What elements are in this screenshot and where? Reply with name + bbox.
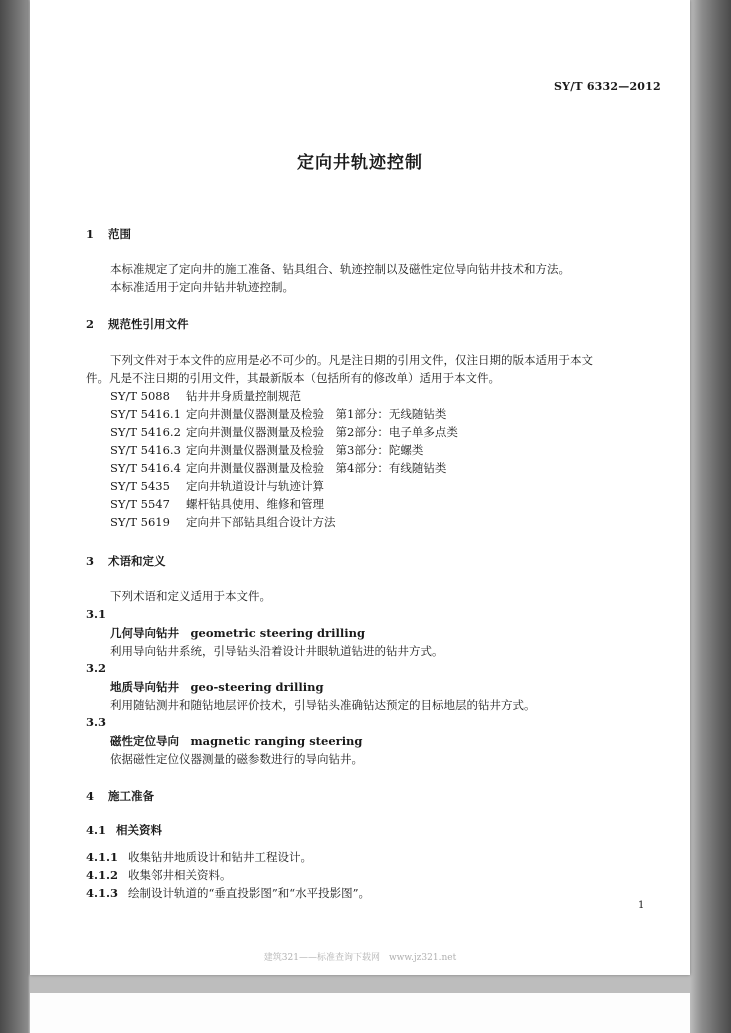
term-definition: 依据磁性定位仪器测量的磁参数进行的导向钻井。 (110, 752, 363, 766)
section-1-heading (86, 226, 131, 242)
reference-item (110, 514, 336, 530)
section-2-heading (86, 316, 189, 332)
document-title: 定向井轨迹控制 (297, 153, 423, 173)
document-page (30, 0, 690, 975)
section-title: 术语和定义 (108, 554, 166, 568)
term-number: 3.1 (86, 607, 107, 621)
clause-number: 4.1.3 (86, 886, 119, 900)
reference-title: 钻井井身质量控制规范 (186, 389, 301, 403)
term-number: 3.3 (86, 715, 107, 729)
clause-text: 收集钻井地质设计和钻井工程设计。 (128, 850, 312, 864)
clause-text: 绘制设计轨道的“垂直投影图”和“水平投影图”。 (128, 886, 371, 900)
reference-title: 定向井轨道设计与轨迹计算 (186, 479, 324, 493)
clause-number: 4.1.2 (86, 868, 119, 882)
section-title: 范围 (108, 227, 131, 241)
reference-code: SY/T 5416.3 (110, 443, 181, 457)
paragraph: 下列文件对于本文件的应用是必不可少的。凡是注日期的引用文件，仅注日期的版本适用于本文 (110, 353, 593, 367)
reference-title: 定向井测量仪器测量及检验 第3部分：陀螺类 (186, 443, 424, 457)
reference-item (110, 388, 301, 404)
term-definition: 利用随钻测井和随钻地层评价技术，引导钻头准确钻达预定的目标地层的钻井方式。 (110, 698, 536, 712)
clause-text: 收集邻井相关资料。 (128, 868, 232, 882)
reference-item (110, 406, 446, 422)
reference-code: SY/T 5416.4 (110, 461, 181, 475)
section-title: 规范性引用文件 (108, 317, 189, 331)
section-3-heading (86, 553, 166, 569)
section-number: 4 (86, 789, 95, 803)
reference-item (110, 478, 324, 494)
paragraph: 本标准适用于定向井钻井轨迹控制。 (110, 280, 294, 294)
reference-title: 定向井测量仪器测量及检验 第4部分：有线随钻类 (186, 461, 447, 475)
section-number: 2 (86, 317, 95, 331)
subsection-title: 相关资料 (116, 823, 162, 837)
paragraph: 下列术语和定义适用于本文件。 (110, 589, 271, 603)
term-title: 磁性定位导向 magnetic ranging steering (110, 734, 363, 748)
subsection-number: 4.1 (86, 823, 107, 837)
reference-code: SY/T 5088 (110, 389, 170, 403)
reference-item (110, 496, 324, 512)
section-number: 1 (86, 227, 95, 241)
paragraph: 本标准规定了定向井的施工准备、钻具组合、轨迹控制以及磁性定位导向钻井技术和方法。 (110, 262, 570, 276)
source-watermark: 建筑321——标准查询下载网 www.jz321.net (263, 953, 457, 963)
paragraph: 件。凡是不注日期的引用文件，其最新版本（包括所有的修改单）适用于本文件。 (86, 371, 500, 385)
reference-code: SY/T 5416.1 (110, 407, 181, 421)
subsection-4-1-heading (86, 822, 162, 838)
clause-item (86, 849, 312, 865)
standard-code: SY/T 6332—2012 (554, 80, 661, 93)
page-number: 1 (638, 900, 645, 911)
section-4-heading (86, 788, 154, 804)
reference-item (110, 424, 458, 440)
next-page-edge (30, 993, 690, 1033)
clause-item (86, 885, 370, 901)
reference-code: SY/T 5619 (110, 515, 170, 529)
reference-code: SY/T 5435 (110, 479, 170, 493)
reference-code: SY/T 5547 (110, 497, 170, 511)
reference-code: SY/T 5416.2 (110, 425, 181, 439)
reference-title: 定向井下部钻具组合设计方法 (186, 515, 336, 529)
clause-number: 4.1.1 (86, 850, 119, 864)
term-title: 地质导向钻井 geo-steering drilling (110, 680, 324, 694)
reference-title: 定向井测量仪器测量及检验 第2部分：电子单多点类 (186, 425, 458, 439)
reference-title: 定向井测量仪器测量及检验 第1部分：无线随钻类 (186, 407, 447, 421)
clause-item (86, 867, 232, 883)
reference-item (110, 442, 423, 458)
term-definition: 利用导向钻井系统，引导钻头沿着设计井眼轨道钻进的钻井方式。 (110, 644, 444, 658)
section-title: 施工准备 (108, 789, 154, 803)
term-title: 几何导向钻井 geometric steering drilling (110, 626, 365, 640)
reference-item (110, 460, 446, 476)
term-number: 3.2 (86, 661, 107, 675)
reference-title: 螺杆钻具使用、维修和管理 (186, 497, 324, 511)
section-number: 3 (86, 554, 95, 568)
